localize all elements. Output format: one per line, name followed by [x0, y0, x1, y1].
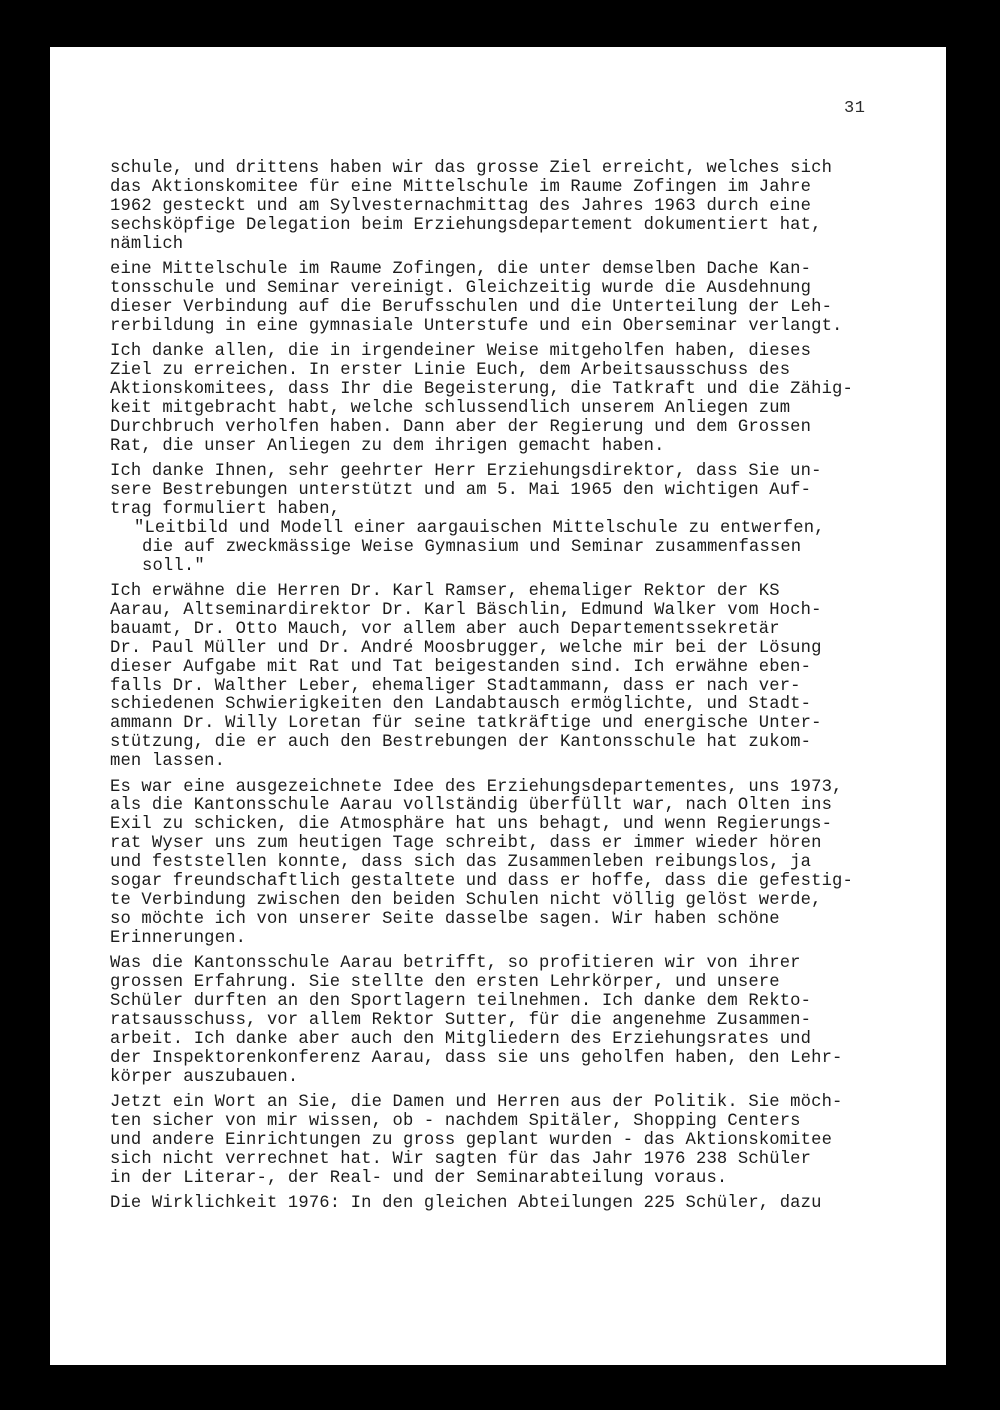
text-line: stützung, die er auch den Bestrebungen der Kantonsschule hat zukom-	[110, 733, 812, 753]
quote-line: soll."	[142, 556, 205, 576]
text-line: sere Bestrebungen unterstützt und am 5. Mai 1965 den wichtigen Auf-	[110, 481, 812, 501]
text-line: Ziel zu erreichen. In erster Linie Euch, dem Arbeitsausschuss des	[110, 361, 791, 381]
text-line: Exil zu schicken, die Atmosphäre hat uns behagt, und wenn Regierungs-	[110, 815, 833, 835]
text-line: grossen Erfahrung. Sie stellte den ersten Lehrkörper, und unsere	[110, 973, 780, 993]
text-line: Die Wirklichkeit 1976: In den gleichen Abteilungen 225 Schüler, dazu	[110, 1194, 822, 1214]
text-line: trag formuliert haben,	[110, 499, 341, 519]
text-line: rat Wyser uns zum heutigen Tage schreibt, dass er immer wieder hören	[110, 834, 822, 854]
text-line: Ich erwähne die Herren Dr. Karl Ramser, ehemaliger Rektor der KS	[110, 582, 780, 602]
paragraph	[110, 261, 920, 337]
quote-line: die auf zweckmässige Weise Gymnasium und Seminar zusammenfassen	[142, 537, 802, 557]
paragraph	[110, 343, 920, 456]
document-page	[50, 47, 946, 1365]
text-line: Aarau, Altseminardirektor Dr. Karl Bäschlin, Edmund Walker vom Hoch-	[110, 600, 822, 620]
text-line: schule, und drittens haben wir das grosse Ziel erreicht, welches sich	[110, 159, 833, 178]
text-line: eine Mittelschule im Raume Zofingen, die unter demselben Dache Kan-	[110, 260, 812, 280]
text-line: Dr. Paul Müller und Dr. André Moosbrugger, welche mir bei der Lösung	[110, 638, 822, 658]
text-line: sechsköpfige Delegation beim Erziehungsdepartement dokumentiert hat,	[110, 215, 822, 235]
text-line: Ich danke Ihnen, sehr geehrter Herr Erziehungsdirektor, dass Sie un-	[110, 462, 822, 482]
document-body	[110, 160, 920, 1221]
text-line: das Aktionskomitee für eine Mittelschule im Raume Zofingen im Jahre	[110, 177, 812, 197]
text-line: und andere Einrichtungen zu gross geplant wurden - das Aktionskomitee	[110, 1130, 833, 1150]
text-line: so möchte ich von unserer Seite dasselbe sagen. Wir haben schöne	[110, 909, 780, 929]
text-line: dieser Verbindung auf die Berufsschulen und die Unterteilung der Leh-	[110, 297, 833, 317]
text-line: sich nicht verrechnet hat. Wir sagten für das Jahr 1976 238 Schüler	[110, 1149, 812, 1169]
quote-line: "Leitbild und Modell einer aargauischen Mittelschule zu entwerfen,	[134, 518, 825, 538]
text-line: men lassen.	[110, 752, 226, 772]
text-line: Schüler durften an den Sportlagern teilnehmen. Ich danke dem Rekto-	[110, 991, 812, 1011]
text-line: Was die Kantonsschule Aarau betrifft, so profitieren wir von ihrer	[110, 954, 801, 974]
paragraph	[110, 583, 920, 772]
text-line: dieser Aufgabe mit Rat und Tat beigestanden sind. Ich erwähne eben-	[110, 657, 812, 677]
text-line: schiedenen Schwierigkeiten den Landabtausch ermöglichte, und Stadt-	[110, 695, 812, 715]
paragraph	[110, 463, 920, 576]
text-line: ten sicher von mir wissen, ob - nachdem Spitäler, Shopping Centers	[110, 1111, 801, 1131]
text-line: Durchbruch verholfen haben. Dann aber der Regierung und dem Grossen	[110, 417, 812, 437]
paragraph	[110, 1094, 920, 1188]
text-line: te Verbindung zwischen den beiden Schulen nicht völlig gelöst werde,	[110, 890, 822, 910]
text-line: bauamt, Dr. Otto Mauch, vor allem aber auch Departementssekretär	[110, 619, 780, 639]
text-line: in der Literar-, der Real- und der Seminarabteilung voraus.	[110, 1168, 728, 1188]
text-line: körper auszubauen.	[110, 1067, 299, 1087]
text-line: keit mitgebracht habt, welche schlussendlich unserem Anliegen zum	[110, 398, 791, 418]
text-line: Erinnerungen.	[110, 928, 247, 948]
text-line: rerbildung in eine gymnasiale Unterstufe und ein Oberseminar verlangt.	[110, 316, 843, 336]
paragraph	[110, 779, 920, 949]
text-line: und feststellen konnte, dass sich das Zusammenleben reibungslos, ja	[110, 853, 812, 873]
block-quote	[110, 520, 920, 577]
text-line: Es war eine ausgezeichnete Idee des Erziehungsdepartementes, uns 1973,	[110, 777, 843, 797]
text-line: arbeit. Ich danke aber auch den Mitgliedern des Erziehungsrates und	[110, 1029, 812, 1049]
text-line: Jetzt ein Wort an Sie, die Damen und Herren aus der Politik. Sie möch-	[110, 1093, 843, 1113]
text-line: ratsausschuss, vor allem Rektor Sutter, für die angenehme Zusammen-	[110, 1010, 812, 1030]
text-line: sogar freundschaftlich gestaltete und dass er hoffe, dass die gefestig-	[110, 872, 853, 892]
text-line: als die Kantonsschule Aarau vollständig überfüllt war, nach Olten ins	[110, 796, 833, 816]
text-line: Rat, die unser Anliegen zu dem ihrigen gemacht haben.	[110, 436, 665, 456]
paragraph	[110, 1195, 920, 1214]
paragraph	[110, 955, 920, 1087]
paragraph	[110, 160, 920, 254]
text-line: Ich danke allen, die in irgendeiner Weise mitgeholfen haben, dieses	[110, 342, 812, 362]
page-number: 31	[844, 99, 866, 118]
text-line: der Inspektorenkonferenz Aarau, dass sie uns geholfen haben, den Lehr-	[110, 1048, 843, 1068]
text-line: nämlich	[110, 234, 184, 254]
text-line: tonsschule und Seminar vereinigt. Gleichzeitig wurde die Ausdehnung	[110, 278, 812, 298]
text-line: 1962 gesteckt und am Sylvesternachmittag des Jahres 1963 durch eine	[110, 196, 812, 216]
text-line: falls Dr. Walther Leber, ehemaliger Stadtammann, dass er nach ver-	[110, 676, 801, 696]
text-line: Aktionskomitees, dass Ihr die Begeisterung, die Tatkraft und die Zähig-	[110, 379, 853, 399]
text-line: ammann Dr. Willy Loretan für seine tatkräftige und energische Unter-	[110, 714, 822, 734]
